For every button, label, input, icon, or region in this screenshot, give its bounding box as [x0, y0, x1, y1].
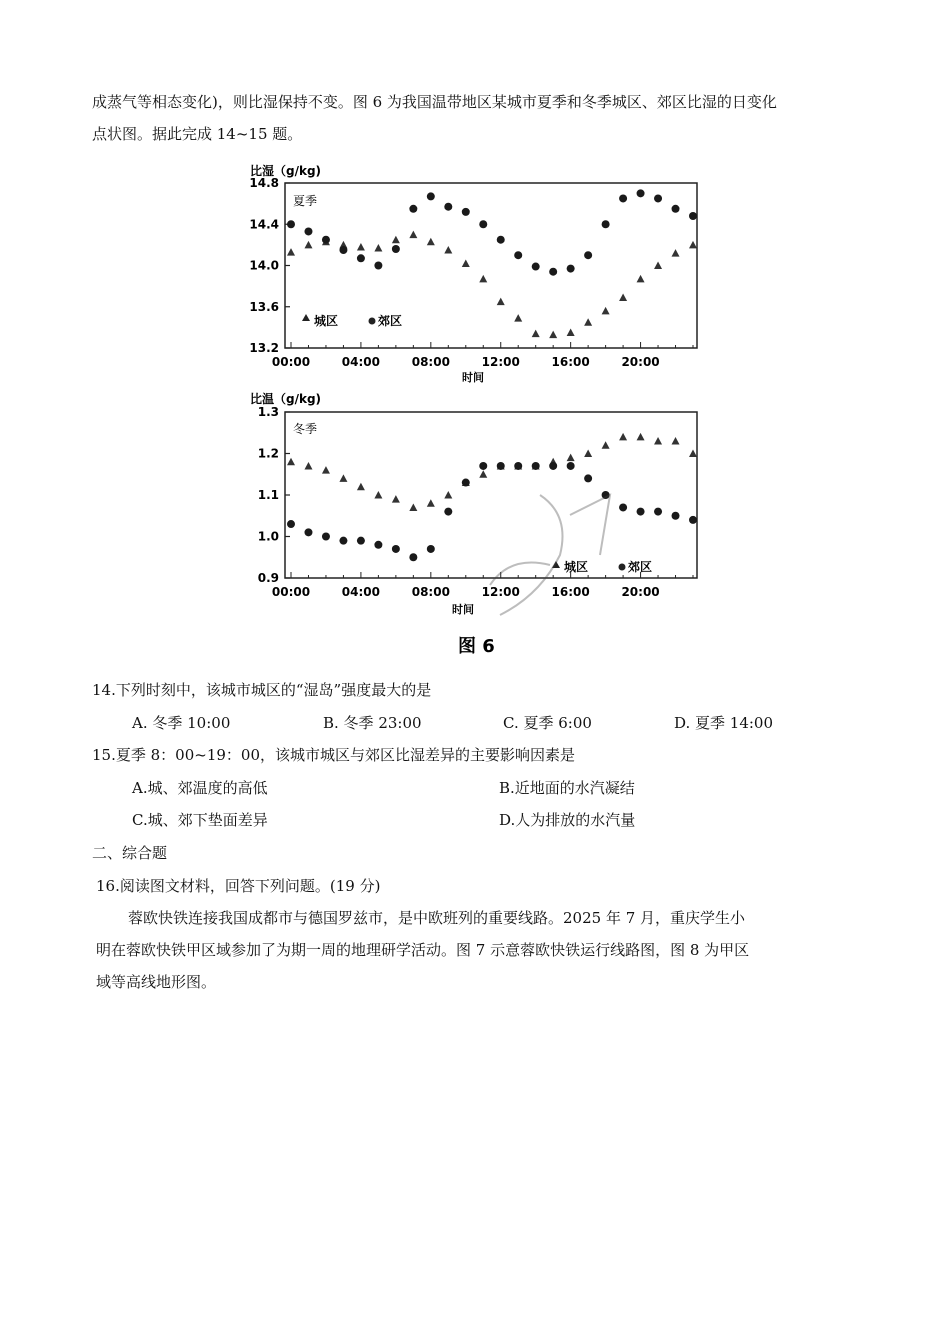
winter-title: 冬季 [293, 422, 318, 436]
summer-ytick-label: 13.6 [249, 299, 279, 314]
winter-xtick-label: 16:00 [551, 585, 590, 599]
summer-suburban-point [322, 236, 330, 244]
intro-line-2: 点状图。据此完成 14~15 题。 [92, 125, 303, 143]
q16-stem: 16.阅读图文材料，回答下列问题。(19 分) [96, 877, 381, 895]
summer-suburban-point [462, 208, 470, 216]
summer-title: 夏季 [293, 194, 318, 208]
winter-suburban-point [654, 508, 662, 516]
winter-suburban-point [304, 528, 312, 536]
summer-suburban-point [654, 194, 662, 202]
winter-suburban-point [479, 462, 487, 470]
winter-legend-suburban: 郊区 [628, 560, 653, 574]
summer-ylabel: 比湿（g/kg) [250, 164, 322, 178]
winter-suburban-point [567, 462, 575, 470]
summer-xtick-label: 16:00 [551, 355, 590, 369]
winter-xtick-label: 12:00 [481, 585, 520, 599]
q14-option-b[interactable]: B. 冬季 23:00 [323, 714, 422, 732]
winter-suburban-point [409, 553, 417, 561]
summer-suburban-point [532, 263, 540, 271]
q16-paragraph-line-3: 域等高线地形图。 [96, 973, 217, 991]
summer-suburban-point [392, 245, 400, 253]
summer-xtick-label: 04:00 [341, 355, 381, 369]
summer-ytick-label: 14.0 [249, 258, 279, 273]
winter-chart [250, 391, 697, 616]
summer-suburban-point [567, 265, 575, 273]
winter-suburban-point [689, 516, 697, 524]
winter-suburban-point [374, 541, 382, 549]
summer-ytick-label: 13.2 [249, 341, 279, 355]
summer-xtick-label: 12:00 [481, 355, 520, 369]
q15-option-a[interactable]: A.城、郊温度的高低 [132, 779, 268, 797]
q14-option-a[interactable]: A. 冬季 10:00 [132, 714, 231, 732]
summer-ytick-label: 14.8 [249, 176, 279, 190]
summer-xtick-label: 08:00 [411, 355, 450, 369]
winter-xtick-label: 20:00 [621, 585, 660, 599]
section-2-heading: 二、综合题 [92, 844, 168, 862]
winter-plot-frame [285, 412, 697, 578]
winter-ytick-label: 1.2 [257, 446, 279, 461]
summer-legend-suburban: 郊区 [378, 314, 403, 328]
winter-ytick-label: 1.0 [257, 529, 279, 544]
summer-suburban-point [374, 262, 382, 270]
summer-suburban-point [689, 212, 697, 220]
summer-xlabel: 时间 [462, 371, 484, 384]
winter-suburban-point [514, 462, 522, 470]
winter-xtick-label: 04:00 [341, 585, 381, 599]
winter-xtick-label: 00:00 [271, 585, 311, 599]
winter-suburban-point [619, 503, 627, 511]
summer-suburban-point [672, 205, 680, 213]
winter-ytick-label: 1.3 [257, 405, 279, 419]
summer-suburban-point [602, 220, 610, 228]
summer-suburban-point [427, 192, 435, 200]
winter-suburban-point [584, 474, 592, 482]
summer-xtick-label: 00:00 [271, 355, 311, 369]
winter-ytick-label: 0.9 [257, 571, 279, 585]
winter-suburban-point [672, 512, 680, 520]
winter-suburban-point [322, 533, 330, 541]
winter-suburban-point [392, 545, 400, 553]
summer-legend-circle-marker [369, 318, 376, 325]
winter-ytick-label: 1.1 [257, 488, 279, 502]
summer-suburban-point [304, 227, 312, 235]
summer-suburban-point [357, 254, 365, 262]
summer-suburban-point [339, 246, 347, 254]
winter-suburban-point [497, 462, 505, 470]
summer-plot-frame [285, 183, 697, 348]
winter-suburban-point [357, 537, 365, 545]
winter-suburban-point [287, 520, 295, 528]
winter-xtick-label: 08:00 [411, 585, 450, 599]
intro-line-1: 成蒸气等相态变化)，则比湿保持不变。图 6 为我国温带地区某城市夏季和冬季城区、郊区比湿的日变化 [92, 93, 777, 111]
summer-suburban-point [287, 220, 295, 228]
summer-suburban-point [584, 251, 592, 259]
q16-paragraph-line-1: 蓉欧快铁连接我国成都市与德国罗兹市，是中欧班列的重要线路。2025 年 7 月，重庆学生小 [128, 909, 746, 927]
winter-suburban-point [339, 537, 347, 545]
winter-legend-circle-marker [619, 564, 626, 571]
winter-xlabel: 时间 [452, 603, 474, 616]
summer-suburban-point [444, 203, 452, 211]
summer-suburban-point [479, 220, 487, 228]
winter-suburban-point [462, 479, 470, 487]
figure-6-charts [240, 155, 710, 665]
q14-option-d[interactable]: D. 夏季 14:00 [674, 714, 774, 732]
q14-stem: 14.下列时刻中，该城市城区的“湿岛”强度最大的是 [92, 681, 432, 699]
figure-caption: 图 6 [458, 636, 495, 657]
winter-ylabel: 比温（g/kg) [250, 392, 322, 406]
winter-suburban-point [427, 545, 435, 553]
winter-suburban-point [532, 462, 540, 470]
summer-suburban-point [619, 194, 627, 202]
summer-chart [249, 163, 697, 384]
summer-suburban-point [497, 236, 505, 244]
summer-suburban-point [637, 189, 645, 197]
summer-legend-urban: 城区 [314, 314, 339, 328]
winter-suburban-point [549, 462, 557, 470]
q15-option-d[interactable]: D.人为排放的水汽量 [499, 811, 636, 829]
q15-option-b[interactable]: B.近地面的水汽凝结 [499, 779, 635, 797]
q15-option-c[interactable]: C.城、郊下垫面差异 [132, 811, 268, 829]
summer-xtick-label: 20:00 [621, 355, 660, 369]
summer-suburban-point [409, 205, 417, 213]
winter-legend-urban: 城区 [564, 560, 589, 574]
q15-stem: 15.夏季 8：00~19：00，该城市城区与郊区比湿差异的主要影响因素是 [92, 746, 575, 764]
winter-suburban-point [444, 508, 452, 516]
summer-suburban-point [549, 268, 557, 276]
q14-option-c[interactable]: C. 夏季 6:00 [503, 714, 592, 732]
q16-paragraph-line-2: 明在蓉欧快铁甲区域参加了为期一周的地理研学活动。图 7 示意蓉欧快铁运行线路图，图 8 为甲区 [96, 941, 750, 959]
winter-suburban-point [637, 508, 645, 516]
summer-ytick-label: 14.4 [249, 217, 279, 232]
summer-suburban-point [514, 251, 522, 259]
